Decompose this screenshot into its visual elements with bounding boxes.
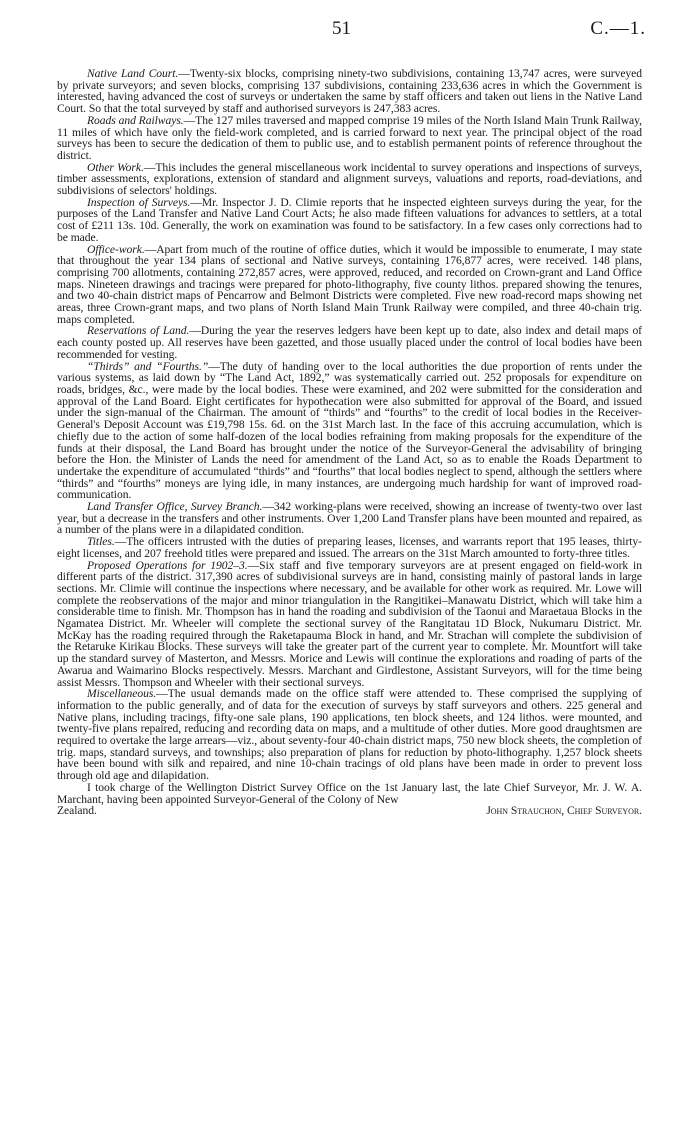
signature: John Strauchon, Chief Surveyor. <box>486 804 642 818</box>
paragraph-heading: “Thirds” and “Fourths.” <box>87 359 209 373</box>
paragraph-text: —Mr. Inspector J. D. Climie reports that he inspected eighteen surveys during the year, for the purposes of the Land Transfer and Native Land Court Acts; he also made fifteen valuations for advances to settlers, at a total cost of £211 13s. 10d. Generally, the work on examination was found to be satisfactory. In a few cases only corrections had to be made. <box>57 195 643 244</box>
paragraph-inspection-of-surveys <box>57 197 642 244</box>
paragraph-heading: Other Work. <box>87 160 144 174</box>
paragraph-heading: Native Land Court. <box>87 67 179 80</box>
page-header <box>0 18 700 44</box>
paragraph-thirds-and-fourths <box>57 361 642 501</box>
paragraph-text: —This includes the general miscellaneous work incidental to survey operations and inspections of surveys, timber assessments, explorations, extension of standard and alignment surveys, valuations and reports, road-deviations, and subdivisions of selectors' holdings. <box>57 160 642 198</box>
paragraph-native-land-court <box>57 68 642 115</box>
paragraph-office-work <box>57 244 642 326</box>
paragraph-heading: Proposed Operations for 1902–3. <box>87 558 248 572</box>
paragraph-heading: Miscellaneous. <box>87 687 157 701</box>
page-number: 51 <box>332 18 351 39</box>
paragraph-roads-and-railways <box>57 115 642 162</box>
document-reference: C.—1. <box>590 18 646 39</box>
paragraph-heading: Roads and Railways. <box>87 113 184 127</box>
paragraph-text: —342 working-plans were received, showing an increase of twenty-two over last year, but a decrease in the transfers and other instruments. Over 1,200 Land Transfer plans have been mounted and repaired, as a number of the plans were in a dilapidated condition. <box>57 500 642 537</box>
paragraph-heading: Land Transfer Office, Survey Branch. <box>87 500 263 514</box>
signature-line <box>57 805 642 817</box>
paragraph-heading: Office-work. <box>87 242 145 256</box>
paragraph-text: —Six staff and five temporary surveyors are at present engaged on field-work in different parts of the district. 317,390 acres of subdivisional surveys are in hand, consisting mainly of pastoral lands in large sections. Mr. Climie will continue the inspections where necessary, and be available for other work as required. Mr. Lowe will complete the reobservations of the major and minor triangulation in the Rangitikei–Manawatu District, which will take him a considerable time to finish. Mr. Thompson has in hand the roading and subdivision of the Taonui and Maraetaua Blocks in the Ngamatea District. Mr. Wheeler will complete the sectional survey of the Rangitatau 1D Block, Nukumaru District. Mr. McKay has the roading required through the Raketapauma Block in hand, and Mr. Strachan will complete the subdivision of the Retaruke Kirikau Blocks. These surveys will take the greater part of the current year to complete. Mr. Mountfort will take up the standard survey of Masterton, and Messrs. Morice and Lewis will continue the explorations and roading of parts of the Awarua and Waimarino Blocks respectively. Messrs. Marchant and Girdlestone, Assistant Surveyors, will for the time being assist Messrs. Thompson and Wheeler with their sectional surveys. <box>57 558 642 689</box>
paragraph-reservations-of-land <box>57 325 642 360</box>
paragraph-text: —Twenty-six blocks, comprising ninety-two subdivisions, containing 13,747 acres, were surveyed by private surveyors; and seven blocks, comprising 137 subdivisions, containing 233,636 acres in which the Government is interested, having advanced the cost of surveys or undertaken the same by staff officers and taken out liens in the Native Land Court. So that the total surveyed by staff and authorised surveyors is 247,383 acres. <box>57 67 643 116</box>
paragraph-land-transfer-office <box>57 501 642 536</box>
paragraph-text: —The officers intrusted with the duties of preparing leases, licenses, and warrants report that 195 leases, thirty-eight licenses, and 207 freehold titles were prepared and issued. The arrears on the 31st March amounted to forty-three titles. <box>57 535 642 560</box>
paragraph-text: —The 127 miles traversed and mapped comprise 19 miles of the North Island Main Trunk Railway, 11 miles of which have only the field-work completed, and is carried forward to next year. The principal object of the road surveys has been to secure the dedication of them to public use, and to establish permanent points of reference throughout the district. <box>57 113 642 162</box>
paragraph-heading: Reservations of Land. <box>87 324 190 338</box>
paragraph-text: —The duty of handing over to the local authorities the due proportion of rents under the various systems, as laid down by “The Land Act, 1892,” was systematically carried out. 252 proposals for expenditure on roads, bridges, &c., were made by the local bodies. These were examined, and 202 were submitted for the consideration and approval of the Land Board. Eight certificates for hypothecation were also submitted for approval of the Board, and issued under the sign-manual of the Chairman. The amount of “thirds” and “fourths” to the credit of local bodies in the Receiver-General's Deposit Account was £19,798 15s. 6d. on the 31st March last. In the face of this accruing accumulation, which is chiefly due to the action of some half-dozen of the local bodies refraining from making proposals for the expenditure of the funds at their disposal, the Land Board has brought under the notice of the Surveyor-General the advisability of bringing before the Hon. the Minister of Lands the need for amendment of the Land Act, so as to enable the Roads Department to undertake the expenditure of accumulated “thirds” and “fourths” that local bodies neglect to spend, although the settlers where “thirds” and “fourths” moneys are lying idle, in many instances, are undergoing much hardship for want of improved road-communication. <box>57 359 642 502</box>
paragraph-titles <box>57 536 642 559</box>
report-body <box>57 68 642 817</box>
paragraph-text: —Apart from much of the routine of office duties, which it would be impossible to enumerate, I may state that throughout the year 134 plans of sectional and Native surveys, containing 176,877 acres, were received. 148 plans, comprising 700 allotments, containing 272,857 acres, were approved, reduced, and recorded on Crown-grant and Land Office maps. Nineteen drawings and tracings were prepared for photo-lithography, five county lithos. prepared showing the tenures, and two 40-chain district maps of Pencarrow and Belmont Districts were completed. Five new road-record maps showing net areas, three Crown-grant maps, and two plans of North Island Main Trunk Railway were compiled, and three 40-chain trig. maps completed. <box>57 242 642 326</box>
paragraph-heading: Inspection of Surveys. <box>87 195 191 209</box>
paragraph-text: —The usual demands made on the office staff were attended to. These comprised the supplying of information to the public generally, and of data for the execution of surveys by staff surveyors and others. 225 general and Native plans, including tracings, fifty-one sale plans, 190 applications, ten block sheets, and 124 lithos. were mounted, and twenty-five plans repaired, reducing and recording data on maps, and a multitude of other duties. More good draughtsmen are required to overtake the large arrears—viz., about seventy-four 40-chain district maps, 750 new block sheets, the completion of trig. maps, standard surveys, and townships; also preparation of plans for reduction by photo-lithography. 1,257 block sheets have been bound with silk and repaired, and nine 10-chain tracings of old plans have been made in order to prevent loss through old age and dilapidation. <box>57 687 642 783</box>
closing-last-line: Zealand. <box>57 804 97 818</box>
closing-paragraph: I took charge of the Wellington District Survey Office on the 1st January last, the late Chief Surveyor, Mr. J. W. A. Marchant, having been appointed Surveyor-General of the Colony of New <box>57 780 642 806</box>
paragraph-text: —During the year the reserves ledgers have been kept up to date, also index and detail maps of each county posted up. All reserves have been gazetted, and those usually placed under the control of local bodies have been recommended for vesting. <box>57 324 642 361</box>
paragraph-other-work <box>57 162 642 197</box>
paragraph-miscellaneous <box>57 688 642 782</box>
paragraph-proposed-operations <box>57 560 642 689</box>
paragraph-heading: Titles. <box>87 535 115 549</box>
